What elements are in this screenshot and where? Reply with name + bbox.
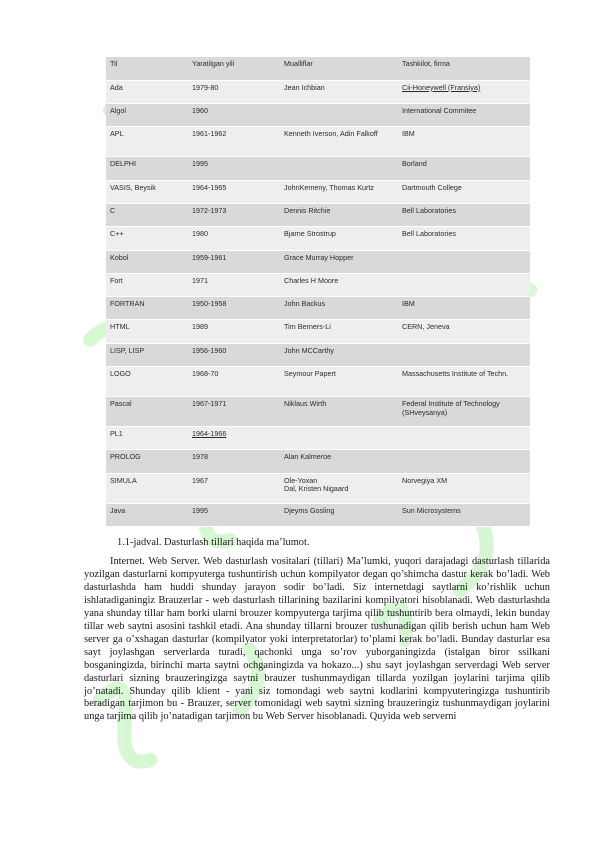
table-cell: 1995 (188, 503, 280, 526)
table-cell (398, 450, 530, 473)
table-cell (280, 157, 398, 180)
table-cell: Fort (106, 273, 188, 296)
table-row (106, 273, 530, 296)
table-cell: Tim Berners-Li (280, 320, 398, 343)
table-cell: VASIS, Beysik (106, 180, 188, 203)
table-cell (280, 104, 398, 127)
table-cell: Federal Institute of Technology (SHveysanya) (398, 397, 530, 427)
table-cell: International Commitee (398, 104, 530, 127)
table-cell: HTML (106, 320, 188, 343)
table-cell: C (106, 203, 188, 226)
table-row (106, 367, 530, 397)
body-paragraph: Internet. Web Server. Web dasturlash vositalari (tillari) Ma’lumki, yuqori darajadagi dasturlash tillarida yozilgan dasturlarni kompyuterga tushuntirish uchun kompilyator degan qo’shimcha dastur kerak bo’ladi. Web dasturlashda ham huddi shunday jarayon sodir bo’ladi. Siz internetdagi saytlarni ko’rishlik uchun ishlatadiganingiz Brauzerlar - web dasturlash tillarining bazilarini kompilyatori hisoblanadi. Web dasturlashda yana shunday tillar ham borki ularni brouzer kompyuterga tarjima qilib tushuntirib bera olmaydi, lekin bunday tillar web saytni asosini tashkil etadi. Ana shunday tillarni brouzer tushunadigan qilib berish uchun ham Web server ga o’xshagan dasturlar (kompilyator yoki interpretatorlar) to’plami kerak bo’ladi. Bunday dasturlar esa sayt joylashgan serverlarda turadi, qachonki unga so’rov yuborganingizda (istalgan biror ssilkani bosganingizda, birinchi marta saytni ochganingizda va hokazo...) shu sayt joylashgan serverdagi Web server dasturlari sizning brauzeringizga saytni brauzer tushunmaydigan tillarda yozilgan joylarini tarjima qilib jo’natadi. Shunday qilib klient - yani siz tomondagi web saytni kodlarini kompyuteringizga tushuntirib beradigan tarjimon bu - Brauzer, server tomonidagi web saytni sizning brauzeringiz tushunmaydigan joylarini unga tarjima qilib jo’natadigan tarjimon bu Web Server hisoblanadi. Quyida web serverni (84, 556, 550, 723)
table-cell: Bell Laboratories (398, 227, 530, 250)
table-row (106, 450, 530, 473)
table-cell: Java (106, 503, 188, 526)
table-cell (398, 427, 530, 450)
table-header-row (106, 57, 530, 80)
table-cell: PROLOG (106, 450, 188, 473)
table-cell: 1971 (188, 273, 280, 296)
table-cell: 1968-70 (188, 367, 280, 397)
table-cell: Bjarne Strostrup (280, 227, 398, 250)
table-cell: Massachusetts Institute of Techn. (398, 367, 530, 397)
languages-table-container (106, 57, 530, 527)
table-cell: 1956-1960 (188, 343, 280, 366)
table-caption: 1.1-jadval. Dasturlash tillari haqida ma’lumot. (117, 537, 310, 548)
table-cell: Alan Kalmeroe (280, 450, 398, 473)
table-cell: 1978 (188, 450, 280, 473)
table-cell: Ada (106, 80, 188, 103)
table-cell: 1967 (188, 473, 280, 503)
table-cell: Kobol (106, 250, 188, 273)
table-row (106, 104, 530, 127)
table-row (106, 80, 530, 103)
table-cell: 1964-1965 (188, 180, 280, 203)
table-row (106, 157, 530, 180)
table-cell: 1989 (188, 320, 280, 343)
table-cell: 1972-1973 (188, 203, 280, 226)
languages-table (106, 57, 530, 527)
table-cell: Algol (106, 104, 188, 127)
table-cell: Djeyms Gosling (280, 503, 398, 526)
table-body (106, 80, 530, 526)
table-cell: 1980 (188, 227, 280, 250)
table-cell: IBM (398, 297, 530, 320)
table-cell: Pascal (106, 397, 188, 427)
table-row (106, 427, 530, 450)
table-cell: 1964-1966 (188, 427, 280, 450)
table-cell: Norvegiya XM (398, 473, 530, 503)
table-cell: Sun Microsystems (398, 503, 530, 526)
table-cell: Bell Laboratories (398, 203, 530, 226)
table-cell: CERN, Jeneva (398, 320, 530, 343)
table-row (106, 397, 530, 427)
table-cell (398, 250, 530, 273)
table-cell: PL1 (106, 427, 188, 450)
table-row (106, 203, 530, 226)
header-cell: Tashkilot, firma (398, 57, 530, 80)
header-cell: Yaratilgan yili (188, 57, 280, 80)
table-row (106, 227, 530, 250)
table-cell: APL (106, 127, 188, 157)
table-cell (398, 273, 530, 296)
table-cell: Borland (398, 157, 530, 180)
table-cell: John Backus (280, 297, 398, 320)
table-cell (280, 427, 398, 450)
table-row (106, 180, 530, 203)
table-cell: JohnKemeny, Thomas Kurtz (280, 180, 398, 203)
table-row (106, 250, 530, 273)
header-cell: Til (106, 57, 188, 80)
table-cell: 1995 (188, 157, 280, 180)
table-cell (398, 343, 530, 366)
table-cell: Dartmouth College (398, 180, 530, 203)
table-cell: FORTRAN (106, 297, 188, 320)
table-cell: 1959-1961 (188, 250, 280, 273)
table-row (106, 343, 530, 366)
header-cell: Mualliflar (280, 57, 398, 80)
table-cell: 1960 (188, 104, 280, 127)
table-cell: Charles H Moore (280, 273, 398, 296)
table-cell: IBM (398, 127, 530, 157)
table-cell: C++ (106, 227, 188, 250)
table-cell: Ole-Yoxan Dal, Kristen Nigaard (280, 473, 398, 503)
table-cell: SIMULA (106, 473, 188, 503)
table-cell: 1950-1958 (188, 297, 280, 320)
table-cell: Cii-Honeywell (Fransiya) (398, 80, 530, 103)
table-row (106, 473, 530, 503)
table-cell: Jean Ichbian (280, 80, 398, 103)
table-row (106, 503, 530, 526)
table-cell: 1979-80 (188, 80, 280, 103)
table-cell: 1961-1962 (188, 127, 280, 157)
table-cell: John MCCarthy (280, 343, 398, 366)
table-row (106, 127, 530, 157)
table-cell: Seymour Papert (280, 367, 398, 397)
table-row (106, 320, 530, 343)
table-row (106, 297, 530, 320)
table-cell: DELPHI (106, 157, 188, 180)
table-cell: Kenneth Iverson, Adin Falkoff (280, 127, 398, 157)
table-cell: LOGO (106, 367, 188, 397)
table-cell: LISP, LISP (106, 343, 188, 366)
table-cell: Niklaus Wirth (280, 397, 398, 427)
table-cell: Grace Murray Hopper (280, 250, 398, 273)
table-cell: Dennis Ritchie (280, 203, 398, 226)
table-cell: 1967-1971 (188, 397, 280, 427)
